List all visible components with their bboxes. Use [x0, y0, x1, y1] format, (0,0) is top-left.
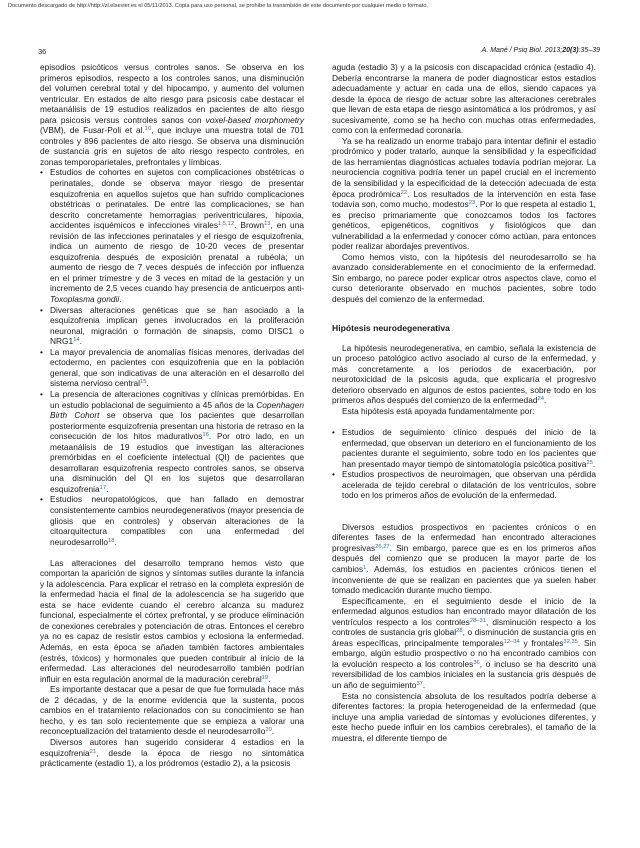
italic-term: Toxoplasma gondii	[50, 294, 120, 305]
section-title: Hipótesis neurodegenerativa	[332, 323, 450, 334]
paragraph	[332, 252, 596, 305]
paragraph	[40, 62, 304, 167]
citation-ref[interactable]: 25	[586, 459, 593, 466]
citation-ref[interactable]: 22	[400, 189, 408, 196]
bullet-list	[40, 167, 304, 547]
text-run: Específicamente, en el seguimiento desde el inicio de la enfermedad algunos estudios han encontrado mayor dilatación de los ventrículos respecto a los controles	[332, 595, 596, 627]
citation-ref[interactable]: 28–31	[469, 617, 486, 624]
citation-ref[interactable]: 1,5,12	[218, 221, 235, 228]
text-run: , o disminución de sustancia gris en áreas específicas, principalmente temporales	[332, 627, 596, 648]
right-column	[332, 62, 596, 743]
running-head-volume: 20(3)	[562, 47, 579, 54]
text-run: se observa que los pacientes que desarrollan posteriormente esquizofrenia presentan una historia de retraso en la consecución de los hitos madurativos	[50, 410, 304, 442]
download-notice: Documento descargado de http://http://zl.elsevier.es el 05/11/2013. Copia para uso personal, se prohíbe la transmisión de este documento por cualquier medio o formato.	[8, 3, 428, 9]
text-run: , desde la época de riesgo no sintomática prácticamente (estadio 1), a los pródromos (estadio 2), a la psicosis	[40, 747, 304, 769]
text-run: . Además, los estudios en pacientes crónicos tienen el inconveniente de que se realizan en pacientes que ya suelen haber tomado medicación durante mucho tiempo.	[332, 563, 596, 596]
citation-ref[interactable]: 26,27	[375, 543, 390, 550]
text-run: . Sin embargo, algún estudio prospectivo o no ha encontrado cambios con la evolución respecto a los controles	[332, 637, 597, 669]
citation-ref[interactable]: 17	[99, 484, 107, 491]
text-run: .	[268, 673, 271, 684]
text-run: La presencia de alteraciones cognitivas y clínicas premórbidas. En un estudio poblacional de seguimiento a 45 años de la	[50, 388, 304, 410]
text-run: (VBM), de Fusar-Poli et al.	[40, 125, 145, 136]
list-item	[40, 167, 304, 304]
text-run: Diversos estudios prospectivos en pacientes crónicos o en diferentes fases de la enfermedad han encontrado alteraciones progresivas	[332, 521, 596, 553]
text-run: Es importante destacar que a pesar de que fue formulada hace más de 2 décadas, y de la enorme evidencia que la sustenta, pocos cambios en el tratamiento relacionados con su conocimiento se han hecho, y es tan solo recientemente que se empieza a valorar una reconceptualización del tratamiento desde el neurodesarrollo	[40, 684, 304, 737]
text-run: .	[119, 294, 122, 305]
italic-term: Copenhagen Birth Cohort	[50, 399, 304, 421]
text-run: .	[146, 378, 149, 389]
citation-ref[interactable]: 1	[363, 564, 367, 571]
citation-ref[interactable]: 10	[144, 126, 152, 133]
text-run: .	[106, 483, 109, 494]
text-run: , o incluso se ha descrito una reversibilidad de los cambios iniciales en la sustancia gris después de un año de seguimiento	[332, 658, 596, 690]
bullet-list	[332, 427, 596, 501]
text-run: .	[543, 395, 547, 406]
citation-ref[interactable]: 19	[261, 674, 269, 681]
spacer	[332, 416, 596, 427]
text-run: Esta hipótesis está apoyada fundamentalmente por:	[342, 405, 535, 416]
citation-ref[interactable]: 24	[537, 396, 544, 403]
citation-ref[interactable]: 20	[265, 727, 272, 734]
text-run: La hipótesis neurodegenerativa, en cambio, señala la existencia de un proceso patológico activo asociado al curso de la enfermedad, y más concretamente a los periodos de exacerbación, por neurotoxicidad de la psicosis aguda, que explicaría el progresivo deterioro observado en algunos de estos pacientes, sobre todo en los primeros años después del comienzo de la enfermedad	[332, 342, 596, 406]
citation-ref[interactable]: 32,35	[563, 638, 578, 645]
paragraph	[332, 343, 596, 406]
text-run: La mayor prevalencia de anomalías físicas menores, derivadas del ectodermo, en pacientes con esquizofrenia que en la población general, que son indicativas de una alteración en el desarrollo del sistema nervioso central	[50, 346, 304, 389]
paragraph	[332, 62, 596, 136]
paragraph	[332, 406, 596, 417]
citation-ref[interactable]: 21	[89, 748, 97, 755]
citation-ref[interactable]: 15	[139, 379, 147, 386]
citation-ref[interactable]: 28	[456, 628, 463, 635]
list-item	[332, 427, 596, 469]
list-item	[332, 469, 596, 501]
running-head-pages: :35–39	[578, 47, 600, 54]
text-run: .	[79, 336, 82, 347]
paragraph	[332, 691, 596, 744]
text-run: .	[592, 458, 596, 469]
text-run: aguda (estadio 3) y a la psicosis con discapacidad crónica (estadio 4). Debería encontrarse la manera de poder diagnosticar estos estadios adecuadamente y actuar en cada una de ellos, siendo capaces ya desde la época de riesgo de actuar sobre las alteraciones cerebrales que llevan de esta etapa de riesgo asintomática a los pródromos, y así sucesivamente, como se ha hecho con muchas otras enfermedades, como con la enfermedad coronaria.	[332, 62, 596, 136]
text-run: Esta no consistencia absoluta de los resultados podría deberse a diferentes factores: la propia heterogeneidad de la enfermedad (que incluye una amplia variedad de síntomas y evoluciones diferentes, y este hecho puede influir en los cambios cerebrales), el tamaño de la muestra, el diferente tiempo de	[332, 690, 596, 743]
paragraph	[332, 596, 596, 691]
text-run: . Por lo que respeta al estadio 1, es preciso primariamente que conozcamos todos los factores genéticos, epigenéticos, cognitivos y fisiológicos que dan vulnerabilidad a la enfermedad y conocer cómo actúan, para entonces poder realizar abordajes preventivos.	[332, 199, 596, 252]
spacer	[40, 547, 304, 558]
text-run: .	[422, 679, 426, 690]
text-run: , en una revisión de las infecciones perinatales y el riesgo de esquizofrenia, indica un aumento de riesgo de 10-20 veces de presentar esquizofrenia después de exposición prenatal a rubéola; un aumento de riesgo de 7 veces después de infección por influenza en el primer trimestre y de 3 veces en mitad de la gestación y un incremento de 2,5 veces cuando hay presencia de anticuerpos anti-	[50, 220, 304, 294]
paragraph	[40, 558, 304, 685]
running-head-year: 2013;	[544, 47, 563, 54]
paragraph	[332, 136, 596, 252]
paragraph	[40, 684, 304, 737]
text-run: .	[271, 726, 275, 737]
text-run: , que incluye una muestra total de 701 controles y 896 pacientes de alto riesgo. Se observa una disminución de sustancia gris en sujetos de alto riesgo respecto controles, en zonas temporoparietales, prefrontales y límbicas.	[40, 125, 304, 167]
text-run: Las alteraciones del desarrollo temprano hemos visto que comportan la aparición de signos y síntomas sutiles durante la infancia y la adolescencia. Para explicar el retraso en la completa expresión de la enfermedad hacia el final de la adolescencia se ha sugerido que esta se hace evidente cuando el cerebro alcanza su madurez funcional, especialmente el córtex prefrontal, y se produce eliminación de conexiones cerebrales y potenciación de otras. Entonces el cerebro ya no es capaz de resistir estos cambios y eclosiona la enfermedad. Además, en esta época se añaden también factores ambientales (estrés, tóxicos) y hormonales que pueden contribuir al inicio de la enfermedad. Las alteraciones del neurodesarrollo también podrían influir en esta regulación anormal de la maduración cerebral	[40, 557, 304, 684]
list-item	[40, 347, 304, 389]
text-run: Estudios de cohortes en sujetos con complicaciones obstétricas o perinatales, donde se observa mayor riesgo de presentar esquizofrenia en aquellos sujetos que han sufrido complicaciones obstétricas o perinatales. De entre las complicaciones, se han descrito concretamente hemorragias periventriculares, hipoxia, accidentes isquémicos e infecciones virales	[50, 167, 304, 231]
citation-ref[interactable]: 14	[73, 337, 80, 344]
text-run: . Por otro lado, en un metaanálisis de 19 estudios que investigan las alteraciones premórbidas en el coeficiente intelectual (QI) de pacientes que desarrollaran esquizofrenia respecto controles sanos, se observa una disminución del QI en los sujetos que desarrollaran esquizofrenia	[50, 431, 304, 494]
italic-term: voxel-based morphometry	[205, 114, 304, 125]
text-run: Estudios neuropatológicos, que han fallado en demostrar consistentemente cambios neurodegenerativos (mayor presencia de gliosis que en controles) y observan alteraciones de la citoarquitectura compatibles con una enfermedad del neurodesarrollo	[50, 494, 304, 547]
text-run: . Sin embargo, parece que es en los primeros años después del comienzo que se producen la mayor parte de los cambios	[332, 542, 596, 574]
citation-ref[interactable]: 13	[264, 221, 271, 228]
running-head	[482, 47, 600, 54]
text-run: Ya se ha realizado un enorme trabajo para intentar definir el estadio prodrómico y poder tratarlo, aunque la sensibilidad y la especificidad de las herramientas diagnósticas actuales todavía podrían mejorar. La neurociencia cognitiva podría tener un papel crucial en el incremento de la sensibilidad y la especificidad de la detección adecuada de esta época prodrómica	[332, 135, 596, 199]
list-item	[40, 305, 304, 347]
spacer	[332, 511, 596, 522]
text-run: . Los resultados de la intervención en esta fase todavía son, como mucho, modestos	[332, 188, 596, 210]
text-run: . Brown	[234, 220, 265, 231]
text-run: Estudios de seguimiento clínico después del inicio de la enfermedad, que observan un deterioro en el funcionamiento de los pacientes durante el seguimiento, sobre todo en los pacientes que han presentado mayor tiempo de sintomatología psicótica positiva	[342, 426, 596, 469]
citation-ref[interactable]: 37	[416, 680, 423, 687]
text-run: , disminución respecto a los controles de sustancia gris global	[332, 616, 596, 638]
list-item	[40, 494, 304, 547]
paragraph	[40, 737, 304, 769]
text-run: y frontales	[519, 637, 564, 648]
citation-ref[interactable]: 23	[468, 200, 476, 207]
page-number: 36	[38, 47, 47, 56]
citation-ref[interactable]: 18	[107, 537, 115, 544]
text-run: episodios psicóticos versus controles sanos. Se observa en los primeros episodios, respecto a los controles sanos, una disminución del volumen cerebral total y del hipocampo, y aumento del volumen ventricular. En estados de alto riesgo para psicosis cabe destacar el metaanálisis de 19 estudios realizados en pacientes de alto riesgo para psicosis versus controles sanos con	[40, 62, 304, 125]
spacer	[332, 305, 596, 316]
text-run: Estudios prospectivos de neuroimagen, que observan una pérdida acelerada de tejido cerebral o dilatación de los ventrículos, sobre todo en los primeros años de evolución de la enfermedad.	[342, 469, 596, 501]
list-item	[40, 389, 304, 494]
citation-ref[interactable]: 16	[202, 432, 209, 439]
citation-ref[interactable]: 36	[473, 659, 480, 666]
text-run: Diversos autores han sugerido considerar 4 estadios en la esquizofrenia	[40, 736, 304, 758]
spacer	[332, 501, 596, 512]
text-run: Como hemos visto, con la hipótesis del neurodesarrollo se ha avanzado considerablemente en el conocimiento de la enfermedad. Sin embargo, no parece poder explicar otros aspectos clave, como el curso deteriorante observado en muchos pacientes, sobre todo después del comienzo de la enfermedad.	[332, 251, 596, 305]
citation-ref[interactable]: 12–34	[503, 638, 520, 645]
running-head-authors: A. Mané / Psiq Biol.	[481, 47, 543, 54]
text-run: .	[114, 536, 117, 547]
left-column	[40, 62, 304, 769]
text-run: Diversas alteraciones genéticas que se han asociado a la esquizofrenia implican genes involucrados en la proliferación neuronal, migración o formación de sinapsis, como DISC1 o NRG1	[50, 304, 304, 347]
paragraph	[332, 522, 596, 596]
